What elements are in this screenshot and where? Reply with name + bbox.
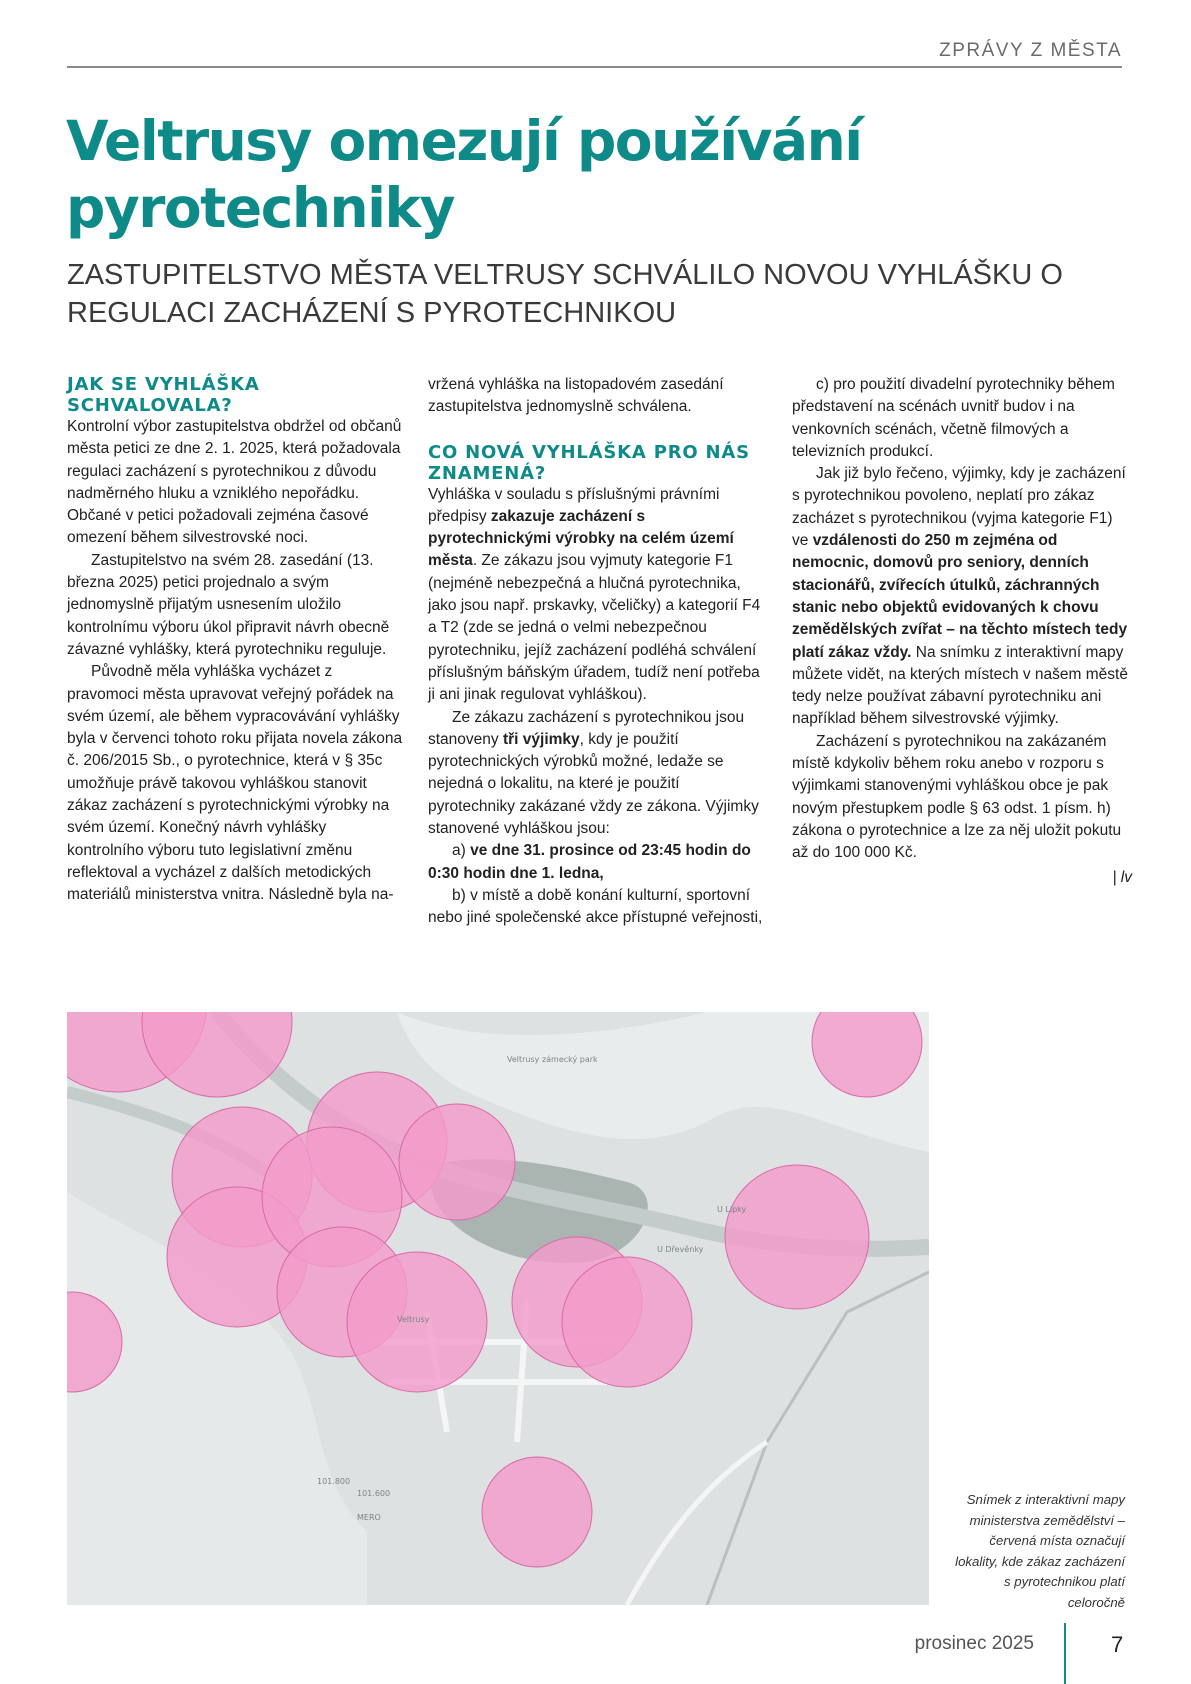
paragraph xyxy=(428,484,768,707)
map-image xyxy=(67,1012,929,1605)
map-label-elevation: 101.800 xyxy=(317,1477,351,1486)
issue-date: prosinec 2025 xyxy=(914,1633,1034,1654)
text-run: a) xyxy=(452,842,471,860)
emphasis: ve dne 31. prosince od 23:45 hodin do 0:30 hodin dne 1. ledna, xyxy=(428,842,751,882)
text-run: Vyhláška v souladu s příslušnými právními předpisy xyxy=(428,485,720,525)
exception-b: b) v místě a době konání kulturní, sportovní nebo jiné společenské akce přístupné veřejnosti, xyxy=(428,886,763,927)
paragraph xyxy=(428,707,768,841)
column-2 xyxy=(428,374,768,930)
text-run: Jak již bylo řečeno, výjimky, kdy je zacházení s pyrotechnikou povoleno, neplatí pro zákaz zacházet s pyrotechnikou (vyjma kategorie F1) ve xyxy=(792,465,1126,550)
paragraph: Kontrolní výbor zastupitelstva obdržel od občanů města petici ze dne 2. 1. 2025, která požadovala regulaci zacházení s pyrotechnikou z důvodu nadměrného hluku a vzniklého nepořádku. Občané v petici požadovali zejména časové omezení během silvestrovské noci. xyxy=(67,418,402,547)
column-1 xyxy=(67,374,407,907)
paragraph: Zacházení s pyrotechnikou na zakázaném místě kdykoliv během roku anebo v rozporu s výjimkami stanovenými vyhláškou obce je pak novým přestupkem podle § 63 odst. 1 písm. h) zákona o pyrotechnice a lze za něj uložit pokutu až do 100 000 Kč. xyxy=(792,732,1122,862)
page-number: 7 xyxy=(1111,1632,1124,1657)
article-subtitle: ZASTUPITELSTVO MĚSTA VELTRUSY SCHVÁLILO NOVOU VYHLÁŠKU O REGULACI ZACHÁZENÍ S PYROTECHNIKOU xyxy=(67,259,1063,329)
header-rule xyxy=(67,66,1122,68)
article-title: Veltrusy omezují používání pyrotechniky xyxy=(66,109,862,240)
text-run: Ze zákazu zacházení s pyrotechnikou jsou stanoveny xyxy=(428,708,745,748)
text-run: Na snímku z interaktivní mapy můžete vidět, na kterých místech v našem městě tedy nelze používat zábavní pyrotechniku ani například během silvestrovské výjimky. xyxy=(792,643,1128,728)
paragraph: Zastupitelstvo na svém 28. zasedání (13. března 2025) petici projednalo a svým jednomyslně přijatým usnesením uložilo kontrolnímu výboru úkol připravit návrh obecně závazné vyhlášky, která pyrotechniku reguluje. xyxy=(67,551,390,658)
map-label-park: Veltrusy zámecký park xyxy=(507,1055,598,1064)
map-label-street: U Lipky xyxy=(717,1205,747,1214)
map-label-mero: MERO xyxy=(357,1513,381,1522)
footer-rule xyxy=(1064,1623,1066,1684)
emphasis: zakazuje zacházení s pyrotechnickými výrobky na celém území města xyxy=(428,507,734,570)
paragraph: vržená vyhláška na listopadovém zasedání zastupitelstva jednomyslně schválena. xyxy=(428,376,724,416)
section-heading-meaning: CO NOVÁ VYHLÁŠKA PRO NÁS ZNAMENÁ? xyxy=(428,441,750,484)
text-run: , kdy je použití pyrotechnických výrobků možné, ledaže se nejedná o lokalitu, na které je použití pyrotechniky zakázané vždy ze zákona. Výjimky stanovené vyhláškou jsou: xyxy=(428,730,759,838)
map-caption: Snímek z interaktivní mapy ministerstva zemědělství – červená místa označují lokality, kde zákaz zacházení s pyrotechnikou platí celoročně xyxy=(955,1492,1125,1610)
paragraph: Původně měla vyhláška vycházet z pravomoci města upravovat veřejný pořádek na svém území, ale během vypracovávání vyhlášky byla v červenci tohoto roku přijata novela zákona č. 206/2015 Sb., o pyrotechnice, která v § 35c umožňuje právě takovou vyhláškou stanovit zákaz zacházení s pyrotechnickými výrobky na svém území. Konečný návrh vyhlášky kontrolního výboru tuto legislativní změnu reflektoval a vycházel z dalších metodických materiálů ministerstva vnitra. Následně byla na- xyxy=(67,663,403,904)
map-graphic xyxy=(67,1012,929,1605)
paragraph xyxy=(792,463,1132,731)
map-label-street: U Dřevěnky xyxy=(657,1245,704,1254)
section-label: ZPRÁVY Z MĚSTA xyxy=(939,40,1122,61)
text-run: . Ze zákazu jsou vyjmuty kategorie F1 (nejméně nebezpečná a hlučná pyrotechnika, jako jsou např. prskavky, včeličky) a kategorií F4 a T2 (zde se jedná o velmi nebezpečnou pyrotechniku, jejíž zacházení podléhá schválení příslušným báňským úřadem, tudíž není potřeba ji ani jinak regulovat vyhláškou). xyxy=(428,552,761,704)
emphasis: vzdálenosti do 250 m zejména od nemocnic, domovů pro seniory, denních stacionářů, zvířecích útulků, záchranných stanic nebo objektů evidovaných k chovu zemědělských zvířat – na těchto místech tedy platí zákaz vždy. xyxy=(792,532,1128,661)
emphasis: tři výjimky xyxy=(502,730,580,748)
map-label-elevation: 101.600 xyxy=(357,1489,391,1498)
exception-a xyxy=(428,840,768,885)
author-signature: | lv xyxy=(1112,868,1132,886)
exception-c: c) pro použití divadelní pyrotechniky během představení na scénách uvnitř budov i na venkovních scénách, včetně filmových a televizních produkcí. xyxy=(792,376,1115,460)
section-heading-approval: JAK SE VYHLÁŠKA SCHVALOVALA? xyxy=(67,374,260,416)
map-label-town: Veltrusy xyxy=(397,1315,430,1324)
column-3 xyxy=(792,374,1132,889)
